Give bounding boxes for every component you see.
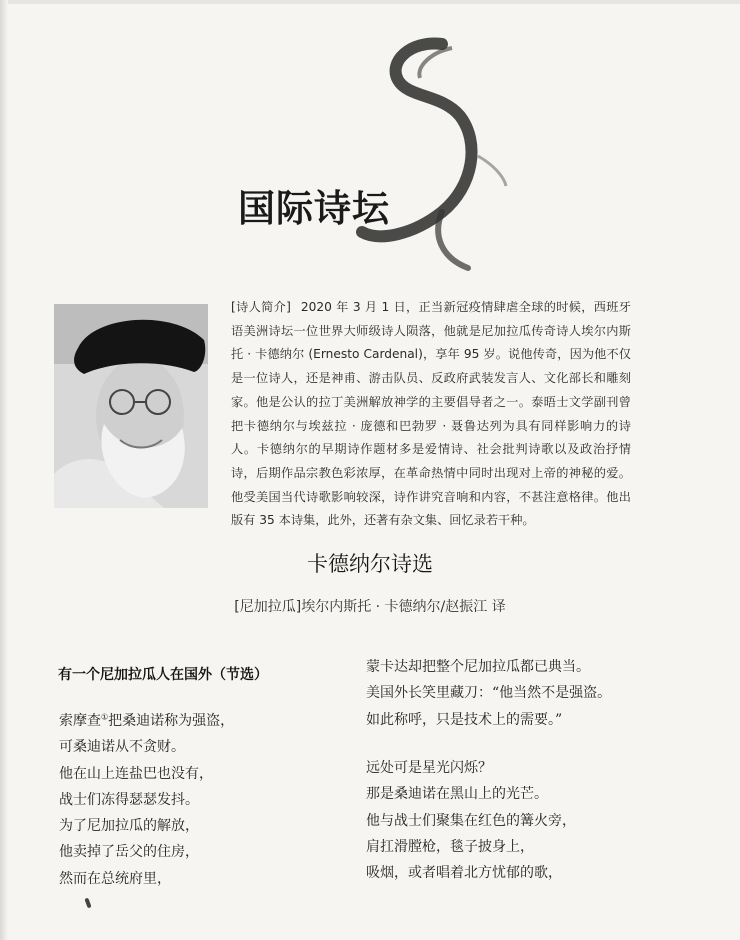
poet-portrait	[54, 304, 208, 508]
poem-left-column	[59, 708, 234, 892]
brush-stroke-decoration	[292, 36, 512, 272]
page-left-shadow	[0, 0, 8, 940]
bio-text: 2020 年 3 月 1 日，正当新冠疫情肆虐全球的时候，西班牙语美洲诗坛一位世界大师级诗人陨落，他就是尼加拉瓜传奇诗人埃尔内斯托 · 卡德纳尔 (Ernesto Cardenal)，享年 95 岁。说他传奇，因为他不仅是一位诗人，还是神甫、游击队员、反政府武装发言人、文化部长和雕刻家。他是公认的拉丁美洲解放神学的主要倡导者之一。泰晤士文学副刊曾把卡德纳尔与埃兹拉 · 庞德和巴勃罗 · 聂鲁达列为具有同样影响力的诗人。卡德纳尔的早期诗作题材多是爱情诗、社会批判诗歌以及政治抒情诗，后期作品宗教色彩浓厚，在革命热情中同时出现对上帝的神秘的爱。他受美国当代诗歌影响较深，诗作讲究音响和内容，不甚注意格律。他出版有 35 本诗集，此外，还著有杂文集、回忆录若干种。	[231, 300, 631, 528]
poem-line: 为了尼加拉瓜的解放，	[59, 818, 199, 835]
column-title: 国际诗坛	[238, 186, 390, 230]
page-top-edge	[0, 0, 740, 4]
poem-line: 如此称呼，只是技术上的需要。”	[366, 711, 563, 728]
selection-title: 卡德纳尔诗选	[307, 552, 433, 576]
bio-label: [诗人简介]	[231, 300, 291, 314]
poem-line: 美国外长笑里藏刀：“他当然不是强盗。	[366, 685, 612, 702]
poem-line: 然而在总统府里，	[59, 870, 171, 887]
author-translator-line: [尼加拉瓜]埃尔内斯托 · 卡德纳尔/赵振江 译	[234, 599, 506, 615]
poem-line: 吸烟，或者唱着北方忧郁的歌，	[366, 865, 562, 882]
poem-right-stanza-2	[366, 755, 576, 886]
footnote-marker: ①	[101, 712, 109, 722]
poem-right-stanza-1	[366, 654, 611, 733]
poem-line: 战士们冻得瑟瑟发抖。	[59, 791, 199, 808]
poem-line: 可桑迪诺从不贪财。	[59, 739, 185, 756]
poem-line: 他与战士们聚集在红色的篝火旁，	[366, 812, 576, 829]
poem-line: 索摩查①把桑迪诺称为强盗，	[59, 712, 235, 729]
poem-line: 远处可是星光闪烁？	[366, 760, 492, 776]
poet-biography	[231, 296, 631, 533]
scan-speck	[84, 898, 91, 909]
poem-line: 那是桑迪诺在黑山上的光芒。	[366, 786, 548, 803]
poem-line: 他卖掉了岳父的住房，	[59, 844, 199, 861]
poem-line: 肩扛滑膛枪，毯子披身上，	[366, 838, 534, 855]
poem-line: 他在山上连盐巴也没有，	[59, 765, 213, 782]
poem-line: 蒙卡达却把整个尼加拉瓜都已典当。	[366, 659, 590, 675]
poem-title: 有一个尼加拉瓜人在国外（节选）	[58, 667, 268, 683]
